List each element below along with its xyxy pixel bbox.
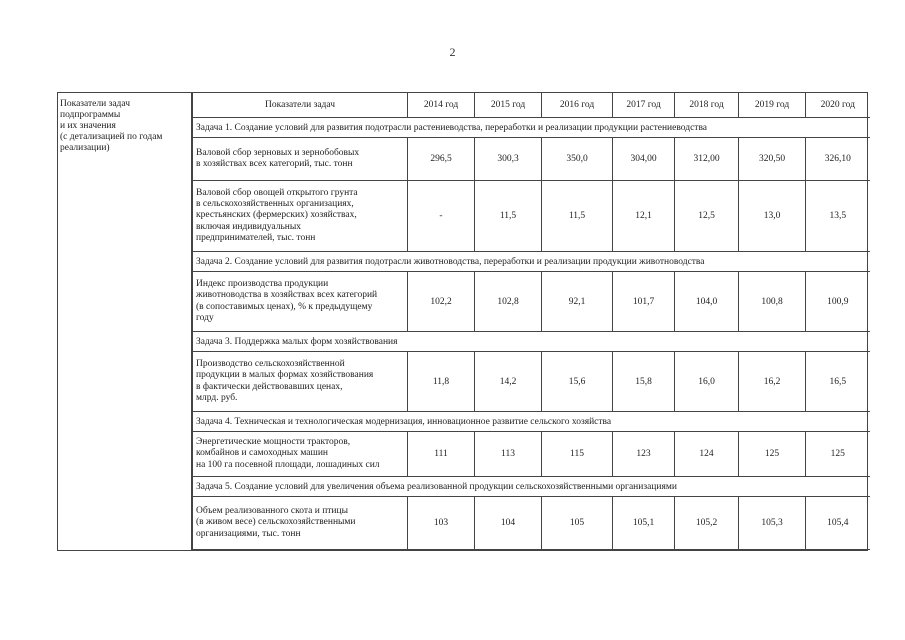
value-cell: 105,4 — [806, 497, 870, 550]
value-cell: 15,6 — [542, 352, 613, 412]
task-title: Задача 5. Создание условий для увеличения объема реализованной продукции сельскохозяйственными организациями — [193, 477, 870, 497]
table-row — [193, 181, 870, 252]
page-number: 2 — [449, 45, 456, 59]
header-indicator: Показатели задач — [193, 93, 408, 118]
value-cell: 111 — [408, 432, 475, 477]
task-row — [193, 252, 870, 272]
value-cell: 113 — [475, 432, 542, 477]
value-cell: 13,5 — [806, 181, 870, 252]
value-cell: 12,5 — [675, 181, 739, 252]
value-cell: 13,0 — [739, 181, 806, 252]
indicator-name: Объем реализованного скота и птицы (в живом весе) сельскохозяйственными организациями, тыс. тонн — [193, 497, 408, 550]
indicators-table — [192, 93, 870, 550]
value-cell: 350,0 — [542, 138, 613, 181]
value-cell: 100,9 — [806, 272, 870, 332]
value-cell: 123 — [613, 432, 675, 477]
value-cell: 304,00 — [613, 138, 675, 181]
header-row — [193, 93, 870, 118]
table-row — [193, 497, 870, 550]
value-cell: 105 — [542, 497, 613, 550]
value-cell: 104,0 — [675, 272, 739, 332]
header-year: 2018 год — [675, 93, 739, 118]
value-cell: 12,1 — [613, 181, 675, 252]
task-title: Задача 1. Создание условий для развития подотрасли растениеводства, переработки и реализации продукции растениеводства — [193, 118, 870, 138]
task-title: Задача 4. Техническая и технологическая модернизация, инновационное развитие сельского хозяйства — [193, 412, 870, 432]
value-cell: 11,5 — [542, 181, 613, 252]
header-year: 2014 год — [408, 93, 475, 118]
value-cell: 11,5 — [475, 181, 542, 252]
indicators-table-frame — [57, 92, 868, 551]
task-row — [193, 477, 870, 497]
task-row — [193, 118, 870, 138]
value-cell: 92,1 — [542, 272, 613, 332]
indicator-name: Валовой сбор овощей открытого грунта в сельскохозяйственных организациях, крестьянских (фермерских) хозяйствах, включая индивидуальных предпринимателей, тыс. тонн — [193, 181, 408, 252]
indicator-name: Валовой сбор зерновых и зернобобовых в хозяйствах всех категорий, тыс. тонн — [193, 138, 408, 181]
value-cell: 14,2 — [475, 352, 542, 412]
value-cell: 16,5 — [806, 352, 870, 412]
left-column-label: Показатели задач подпрограммы и их значения (с детализацией по годам реализации) — [58, 93, 192, 550]
task-row — [193, 332, 870, 352]
value-cell: 125 — [739, 432, 806, 477]
table-row — [193, 352, 870, 412]
indicator-name: Производство сельскохозяйственной продукции в малых формах хозяйствования в фактически действовавших ценах, млрд. руб. — [193, 352, 408, 412]
header-year: 2020 год — [806, 93, 870, 118]
header-year: 2017 год — [613, 93, 675, 118]
header-year: 2019 год — [739, 93, 806, 118]
value-cell: 124 — [675, 432, 739, 477]
value-cell: 125 — [806, 432, 870, 477]
table-row — [193, 138, 870, 181]
value-cell: 16,0 — [675, 352, 739, 412]
value-cell: 300,3 — [475, 138, 542, 181]
value-cell: 101,7 — [613, 272, 675, 332]
value-cell: 115 — [542, 432, 613, 477]
value-cell: 105,1 — [613, 497, 675, 550]
value-cell: 102,8 — [475, 272, 542, 332]
task-title: Задача 2. Создание условий для развития подотрасли животноводства, переработки и реализации продукции животноводства — [193, 252, 870, 272]
value-cell: 105,2 — [675, 497, 739, 550]
value-cell: 103 — [408, 497, 475, 550]
indicator-name: Индекс производства продукции животноводства в хозяйствах всех категорий (в сопоставимых ценах), % к предыдущему году — [193, 272, 408, 332]
value-cell: 296,5 — [408, 138, 475, 181]
value-cell: 16,2 — [739, 352, 806, 412]
value-cell: 104 — [475, 497, 542, 550]
table-row — [193, 432, 870, 477]
header-year: 2016 год — [542, 93, 613, 118]
task-row — [193, 412, 870, 432]
value-cell: 326,10 — [806, 138, 870, 181]
task-title: Задача 3. Поддержка малых форм хозяйствования — [193, 332, 870, 352]
value-cell: 105,3 — [739, 497, 806, 550]
header-year: 2015 год — [475, 93, 542, 118]
value-cell: 320,50 — [739, 138, 806, 181]
value-cell: 102,2 — [408, 272, 475, 332]
value-cell: - — [408, 181, 475, 252]
value-cell: 312,00 — [675, 138, 739, 181]
value-cell: 15,8 — [613, 352, 675, 412]
value-cell: 11,8 — [408, 352, 475, 412]
indicator-name: Энергетические мощности тракторов, комбайнов и самоходных машин на 100 га посевной площади, лошадиных сил — [193, 432, 408, 477]
table-row — [193, 272, 870, 332]
value-cell: 100,8 — [739, 272, 806, 332]
